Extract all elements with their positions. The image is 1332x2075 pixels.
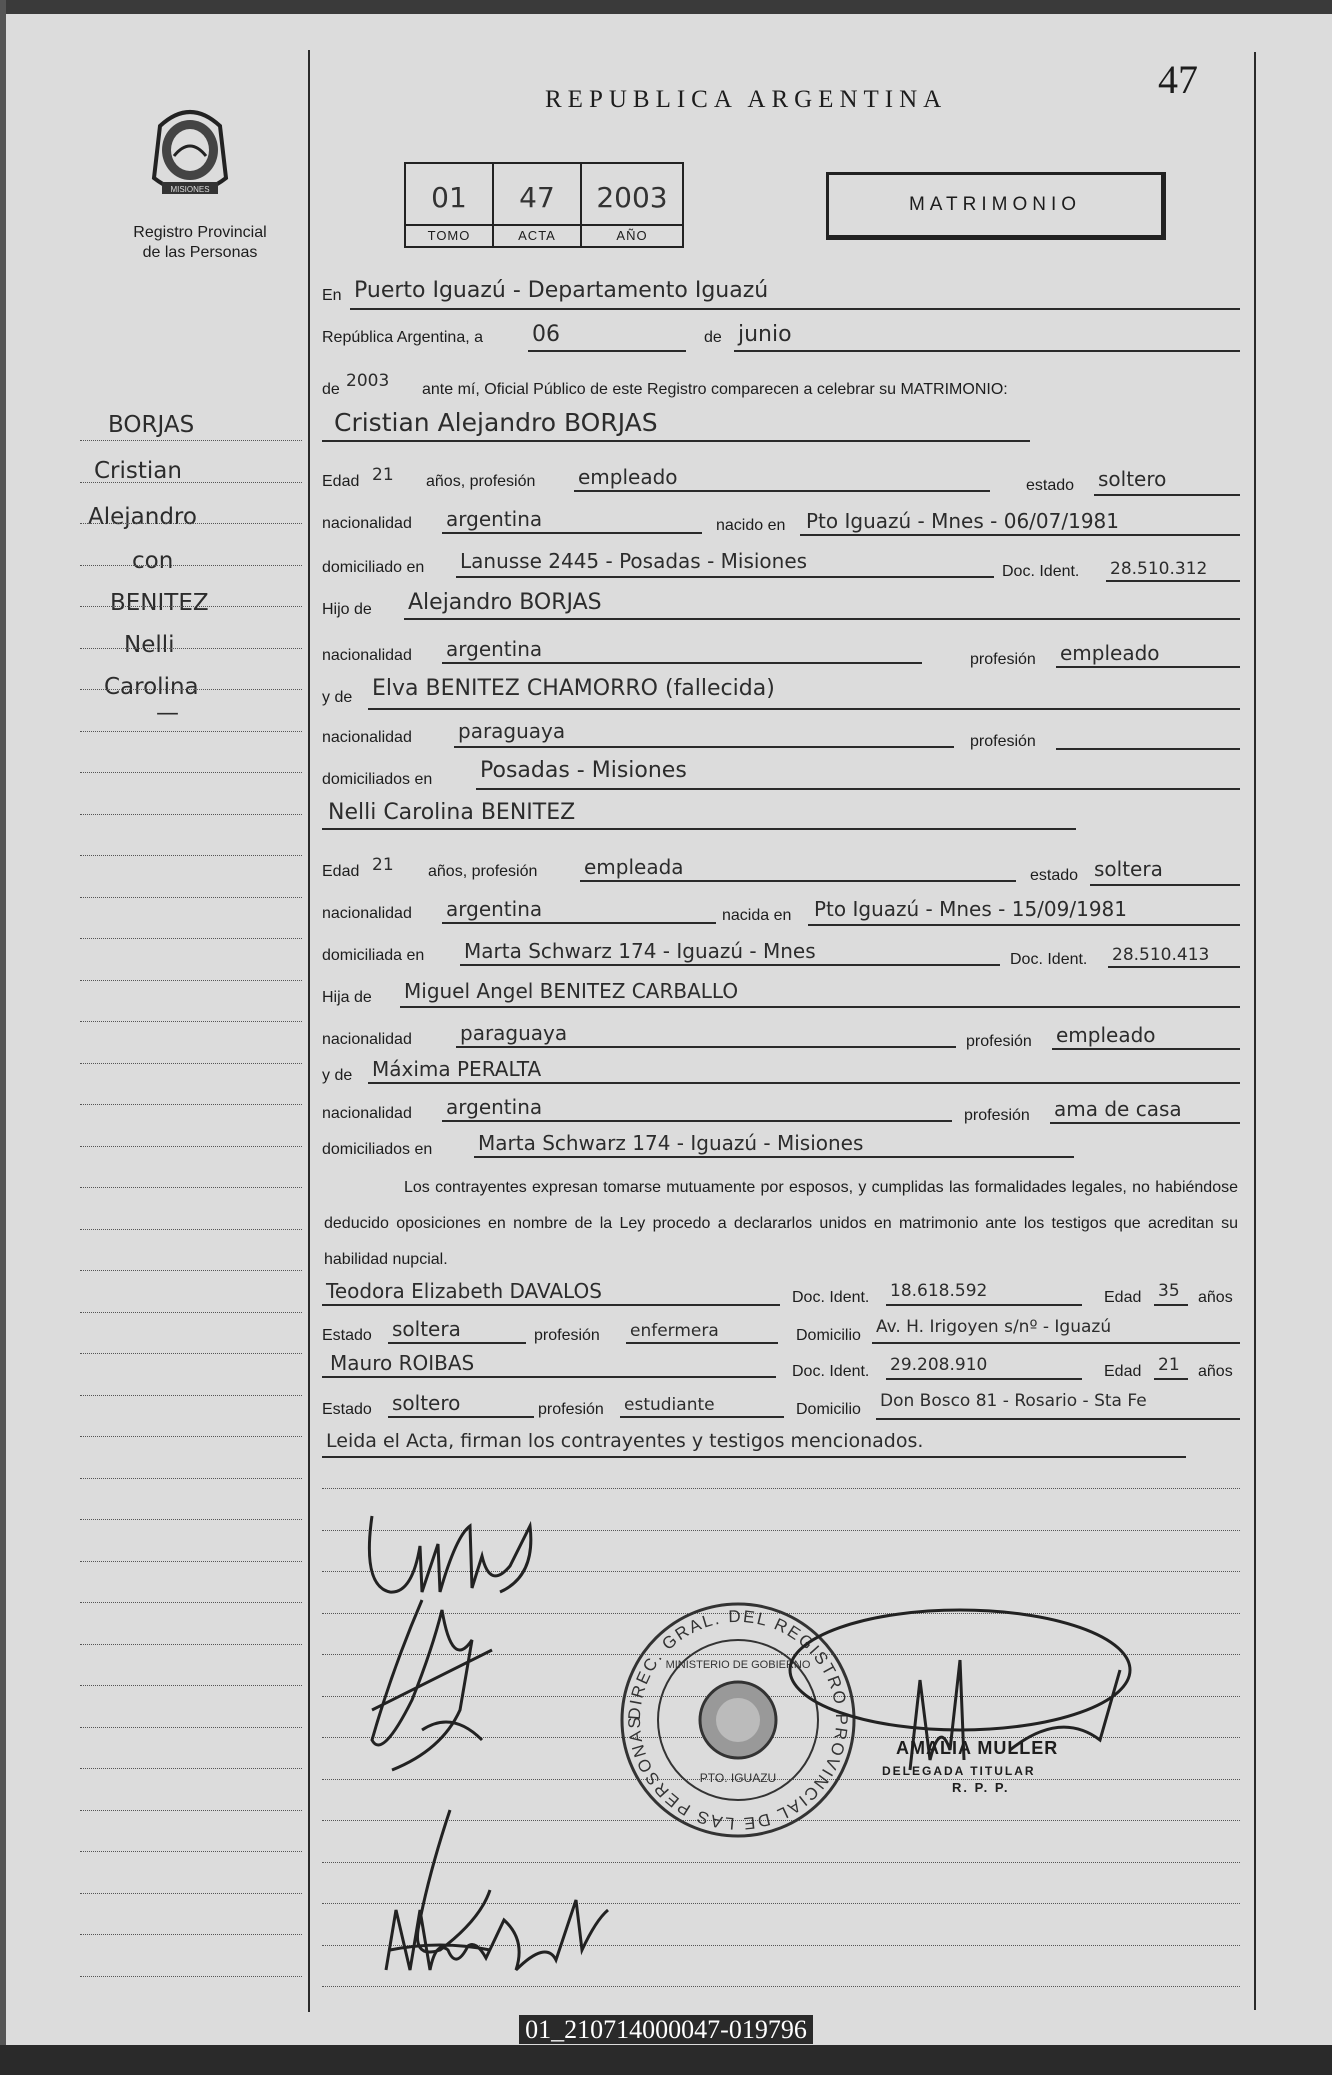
groom-marital-line: [1094, 494, 1240, 496]
bride-nac-label: nacionalidad: [322, 905, 412, 922]
bride-mother-label: y de: [322, 1067, 353, 1084]
witness1-address: Av. H. Irigoyen s/nº - Iguazú: [876, 1317, 1112, 1337]
acta-value: 47: [519, 181, 555, 214]
groom-mother-label: y de: [322, 689, 353, 706]
record-number-box: [404, 162, 684, 248]
margin-rule: [80, 1146, 302, 1147]
groom-father-prof: empleado: [1060, 641, 1160, 665]
margin-rule: [80, 1021, 302, 1022]
groom-marital: soltero: [1098, 467, 1167, 491]
margin-rule: [80, 1353, 302, 1354]
body-rule: [322, 1488, 1240, 1489]
margin-name-4: con: [132, 548, 174, 574]
bride-mother-nat-line: [442, 1120, 952, 1122]
margin-rule: [80, 1934, 302, 1935]
groom-father-nat: argentina: [446, 637, 543, 661]
bride-mother-prof-label: profesión: [964, 1107, 1030, 1124]
groom-profession-line: [574, 490, 990, 492]
witness1-dom-label: Domicilio: [796, 1327, 861, 1344]
closing-line: [322, 1456, 1186, 1458]
margin-rule: [80, 772, 302, 773]
witness2-age-line: [1154, 1378, 1188, 1380]
bride-mother-nat: argentina: [446, 1095, 543, 1119]
witness2-name-line: [322, 1376, 776, 1378]
stamp-ring-text: DIREC. GRAL. DEL REGISTRO PROVINCIAL DE LAS PERSONAS: [624, 1606, 852, 1834]
registry-line-1: Registro Provincial: [133, 224, 267, 241]
bride-anos-label: años, profesión: [428, 863, 538, 880]
bride-father-label: Hija de: [322, 989, 372, 1006]
groom-dom-label: domiciliado en: [322, 559, 425, 576]
bride-father-nat: paraguaya: [460, 1021, 568, 1045]
witness1-marital-line: [388, 1342, 526, 1344]
seal-ribbon-text: MISIONES: [170, 185, 210, 194]
bride-edad-label: Edad: [322, 863, 360, 880]
stamp-inner-text: MINISTERIO DE GOBIERNO: [665, 1659, 811, 1671]
groom-name: Cristian Alejandro BORJAS: [334, 408, 658, 437]
groom-profession: empleado: [578, 465, 678, 489]
groom-anos-label: años, profesión: [426, 473, 536, 490]
bride-doc-line: [1108, 966, 1240, 968]
witness1-doc-label: Doc. Ident.: [792, 1289, 870, 1306]
margin-rule: [80, 938, 302, 939]
groom-edad-label: Edad: [322, 473, 360, 490]
month-value: junio: [738, 322, 792, 347]
margin-rule: [80, 1768, 302, 1769]
witness1-profession-line: [626, 1342, 778, 1344]
en-label: En: [322, 287, 342, 304]
bride-mother: Máxima PERALTA: [372, 1057, 542, 1081]
groom-father-line: [404, 618, 1240, 620]
witness1-marital: soltera: [392, 1317, 461, 1341]
groom-parents-dom: Posadas - Misiones: [480, 758, 687, 783]
margin-rule: [80, 1395, 302, 1396]
bride-father-line: [400, 1006, 1240, 1008]
margin-rule: [80, 1602, 302, 1603]
bride-birth: Pto Iguazú - Mnes - 15/09/1981: [814, 897, 1127, 921]
margin-rule: [80, 1229, 302, 1230]
witness2-address: Don Bosco 81 - Rosario - Sta Fe: [880, 1391, 1147, 1411]
bride-marital: soltera: [1094, 857, 1163, 881]
margin-rule: [80, 1685, 302, 1686]
margin-rule: [80, 1727, 302, 1728]
witness2-age: 21: [1158, 1355, 1180, 1375]
official-name: AMALIA MULLER: [896, 1738, 1059, 1758]
bride-profession-line: [580, 880, 1016, 882]
witness2-profession-line: [620, 1416, 784, 1418]
margin-rule: [80, 1893, 302, 1894]
margin-rule: [80, 1561, 302, 1562]
groom-address-line: [456, 576, 994, 578]
groom-nationality-line: [442, 532, 702, 534]
anio-label: AÑO: [582, 224, 682, 246]
document-id: 01_210714000047-019796: [519, 2015, 813, 2044]
bride-mother-prof: ama de casa: [1054, 1097, 1182, 1121]
registry-name: [100, 223, 300, 263]
right-border: [1254, 52, 1256, 2010]
bride-address-line: [460, 964, 1000, 966]
margin-rule: [80, 565, 302, 566]
bride-mother-prof-line: [1050, 1122, 1240, 1124]
margin-rule: [80, 980, 302, 981]
bride-mother-line: [368, 1082, 1240, 1084]
groom-nationality: argentina: [446, 507, 543, 531]
record-type: MATRIMONIO: [826, 172, 1166, 240]
bride-parents-dom: Marta Schwarz 174 - Iguazú - Misiones: [478, 1131, 864, 1155]
groom-father-prof-label: profesión: [970, 651, 1036, 668]
margin-rule: [80, 1104, 302, 1105]
page-number: 47: [1158, 57, 1198, 102]
groom-age: 21: [372, 465, 394, 485]
place-value: Puerto Iguazú - Departamento Iguazú: [354, 278, 769, 303]
margin-name-1: BORJAS: [108, 412, 195, 438]
groom-mother-prof-line: [1056, 748, 1240, 750]
groom-father-nat-label: nacionalidad: [322, 647, 412, 664]
scan-footer: [0, 2015, 1332, 2058]
bride-nacida-label: nacida en: [722, 907, 792, 924]
margin-rule: [80, 731, 302, 732]
margin-rule: [80, 1063, 302, 1064]
acta-cell: [494, 164, 582, 246]
bride-age: 21: [372, 855, 394, 875]
groom-estado-label: estado: [1026, 477, 1075, 494]
bride-father: Miguel Angel BENITEZ CARBALLO: [404, 979, 739, 1003]
ante-text: ante mí, Oficial Público de este Registro comparecen a celebrar su MATRIMONIO:: [422, 381, 1008, 398]
bride-father-prof-label: profesión: [966, 1033, 1032, 1050]
witness2-doc: 29.208.910: [890, 1355, 988, 1375]
groom-doc-line: [1106, 580, 1240, 582]
margin-rule: [80, 1644, 302, 1645]
witness1-name-line: [322, 1304, 780, 1306]
witness1-age-line: [1154, 1304, 1188, 1306]
groom-birth: Pto Iguazú - Mnes - 06/07/1981: [806, 509, 1119, 533]
bride-parents-dom-label: domiciliados en: [322, 1141, 433, 1158]
bride-nationality-line: [442, 922, 716, 924]
bride-profession: empleada: [584, 855, 684, 879]
margin-name-8: —: [156, 700, 179, 726]
witness2-anos-label: años: [1198, 1363, 1233, 1380]
margin-rule: [80, 897, 302, 898]
bride-nationality: argentina: [446, 897, 543, 921]
witness2-marital-line: [388, 1416, 534, 1418]
day-value: 06: [532, 322, 560, 347]
witness1-address-line: [872, 1342, 1240, 1344]
witness1-profession: enfermera: [630, 1321, 719, 1341]
margin-rule: [80, 1187, 302, 1188]
margin-rule: [80, 814, 302, 815]
groom-name-line: [322, 440, 1030, 442]
month-line: [734, 350, 1240, 352]
margin-rule: [80, 440, 302, 441]
margin-rule: [80, 1976, 302, 1977]
margin-name-6: Nelli: [124, 632, 175, 658]
groom-parents-dom-line: [476, 788, 1240, 790]
bride-father-nat-label: nacionalidad: [322, 1031, 412, 1048]
month-de-label: de: [704, 329, 722, 346]
provincial-seal-icon: [140, 98, 240, 208]
witness2-address-line: [876, 1418, 1240, 1420]
bride-father-prof: empleado: [1056, 1023, 1156, 1047]
witness2-estado-label: Estado: [322, 1401, 372, 1418]
anio-value: 2003: [596, 181, 668, 214]
groom-parents-dom-label: domiciliados en: [322, 771, 433, 788]
tomo-label: TOMO: [406, 224, 492, 246]
margin-name-7: Carolina: [104, 674, 199, 700]
margin-rule: [80, 1436, 302, 1437]
witness2-doc-line: [886, 1378, 1082, 1380]
bride-dom-label: domiciliada en: [322, 947, 425, 964]
witness2-signature-icon: [376, 1880, 616, 1990]
witness1-edad-label: Edad: [1104, 1289, 1142, 1306]
bride-parents-dom-line: [474, 1156, 1074, 1158]
witness2-marital: soltero: [392, 1391, 461, 1415]
groom-mother-prof-label: profesión: [970, 733, 1036, 750]
day-line: [528, 350, 686, 352]
bride-birth-line: [808, 924, 1240, 926]
margin-rule: [80, 855, 302, 856]
bride-mother-nat-label: nacionalidad: [322, 1105, 412, 1122]
place-line: [350, 308, 1240, 310]
witness1-estado-label: Estado: [322, 1327, 372, 1344]
groom-doc-label: Doc. Ident.: [1002, 563, 1080, 580]
groom-mother-line: [368, 708, 1240, 710]
bride-address: Marta Schwarz 174 - Iguazú - Mnes: [464, 939, 816, 963]
margin-rule: [80, 1270, 302, 1271]
anio-cell: [582, 164, 682, 246]
bride-doc-label: Doc. Ident.: [1010, 951, 1088, 968]
groom-mother-nat-label: nacionalidad: [322, 729, 412, 746]
groom-mother: Elva BENITEZ CHAMORRO (fallecida): [372, 676, 775, 701]
margin-rule: [80, 606, 302, 607]
margin-rule: [80, 1519, 302, 1520]
witness1-prof-label: profesión: [534, 1327, 600, 1344]
bride-marital-line: [1090, 884, 1240, 886]
closing-statement: Leida el Acta, firman los contrayentes y testigos mencionados.: [326, 1430, 924, 1452]
registry-line-2: de las Personas: [142, 244, 258, 261]
country-title: REPUBLICA ARGENTINA: [545, 86, 948, 113]
groom-father-nat-line: [442, 662, 922, 664]
margin-rule: [80, 1851, 302, 1852]
margin-name-3: Alejandro: [88, 504, 197, 530]
groom-father: Alejandro BORJAS: [408, 590, 602, 615]
bride-father-prof-line: [1052, 1048, 1240, 1050]
margin-rule: [80, 689, 302, 690]
witness1-age: 35: [1158, 1281, 1180, 1301]
groom-father-label: Hijo de: [322, 601, 372, 618]
witness2-doc-label: Doc. Ident.: [792, 1363, 870, 1380]
tomo-value: 01: [431, 181, 467, 214]
bride-doc: 28.510.413: [1112, 945, 1210, 965]
groom-father-prof-line: [1056, 666, 1240, 668]
margin-name-2: Cristian: [94, 458, 182, 484]
margin-rule: [80, 1478, 302, 1479]
stamp-place-text: PTO. IGUAZU: [699, 1771, 777, 1785]
republica-label: República Argentina, a: [322, 329, 483, 346]
groom-mother-nat-line: [454, 746, 954, 748]
margin-rule: [80, 648, 302, 649]
bride-name-line: [322, 828, 1076, 830]
groom-birth-line: [800, 534, 1240, 536]
bride-father-nat-line: [456, 1046, 956, 1048]
witness2-prof-label: profesión: [538, 1401, 604, 1418]
margin-name-5: BENITEZ: [110, 590, 209, 616]
official-org: R. P. P.: [952, 1780, 1010, 1795]
margin-rule: [80, 1810, 302, 1811]
witness1-doc-line: [886, 1304, 1082, 1306]
year-value: 2003: [346, 371, 390, 391]
witness2-dom-label: Domicilio: [796, 1401, 861, 1418]
margin-divider: [308, 50, 310, 2012]
margin-rule: [80, 482, 302, 483]
witness1-anos-label: años: [1198, 1289, 1233, 1306]
witness1-name: Teodora Elizabeth DAVALOS: [326, 1279, 602, 1303]
witness1-doc: 18.618.592: [890, 1281, 988, 1301]
margin-rule: [80, 523, 302, 524]
bride-signature-icon: [352, 1590, 522, 1790]
official-title: DELEGADA TITULAR: [882, 1764, 1036, 1778]
groom-nac-label: nacionalidad: [322, 515, 412, 532]
margin-rule: [80, 1312, 302, 1313]
groom-mother-nat: paraguaya: [458, 719, 566, 743]
groom-address: Lanusse 2445 - Posadas - Misiones: [460, 549, 808, 573]
year-de-label: de: [322, 381, 340, 398]
witness2-name: Mauro ROIBAS: [330, 1351, 475, 1375]
bride-estado-label: estado: [1030, 867, 1079, 884]
groom-nacido-label: nacido en: [716, 517, 786, 534]
tomo-cell: [406, 164, 494, 246]
declaration-paragraph: Los contrayentes expresan tomarse mutuamente por esposos, y cumplidas las formalidades legales, no habiéndose deducido oposiciones en nombre de la Ley procedo a declararlos unidos en matrimonio ante los testigos que acreditan su habilidad nupcial.: [324, 1179, 1238, 1268]
bride-name: Nelli Carolina BENITEZ: [328, 800, 576, 825]
acta-label: ACTA: [494, 224, 580, 246]
witness2-edad-label: Edad: [1104, 1363, 1142, 1380]
groom-doc: 28.510.312: [1110, 559, 1208, 579]
witness2-profession: estudiante: [624, 1395, 715, 1415]
